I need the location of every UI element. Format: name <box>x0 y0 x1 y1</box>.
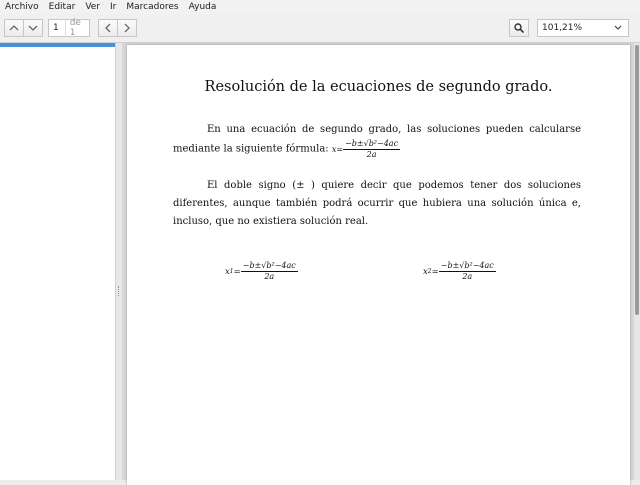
document-viewer[interactable] <box>122 43 640 480</box>
document-page <box>127 45 630 485</box>
paragraph-1 <box>173 121 581 160</box>
chevron-left-icon <box>104 23 112 33</box>
search-icon <box>514 23 524 33</box>
page-number-field[interactable] <box>48 19 90 37</box>
document-title: Resolución de la ecuaciones de segundo grado. <box>204 79 553 95</box>
paragraph-2-text: El doble signo (± ) quiere decir que podemos tener dos soluciones diferentes, aunque también podrá ocurrir que hubiera una solución única e, incluso, que no existiera solución real. <box>173 180 581 227</box>
paragraph-2 <box>173 177 581 231</box>
page-total: de 1 <box>65 18 89 38</box>
zoom-value: 101,21% <box>542 23 583 33</box>
splitter-grip[interactable] <box>118 286 121 296</box>
paragraph-1-text: En una ecuación de segundo grado, las soluciones pueden calcularse mediante la siguiente fórmula: <box>173 124 581 155</box>
chevron-right-icon <box>123 23 131 33</box>
menu-ayuda[interactable]: Ayuda <box>188 2 217 12</box>
menu-ver[interactable]: Ver <box>85 2 101 12</box>
menu-bar <box>0 0 640 14</box>
sidebar-selected-indicator <box>0 43 115 47</box>
menu-archivo[interactable]: Archivo <box>5 2 39 12</box>
menu-marcadores[interactable]: Marcadores <box>126 2 179 12</box>
page-current[interactable]: 1 <box>53 23 59 33</box>
chevron-up-icon <box>9 24 19 32</box>
chevron-down-icon <box>28 24 38 32</box>
menu-ir[interactable]: Ir <box>110 2 117 12</box>
formula-x1: x 1 = $\frac{\text{−b±√b²−4ac}}{2a}$ <box>225 261 296 281</box>
search-button[interactable] <box>509 19 529 37</box>
formula-x2: x 2 = $\frac{\text{−b±√b²−4ac}}{2a}$ <box>423 261 494 281</box>
history-back-button[interactable] <box>98 19 118 37</box>
inline-formula: x= $\frac{\text{−b±√b²−4ac}}{2a}$ <box>331 139 399 159</box>
next-page-button[interactable] <box>23 19 43 37</box>
scrollbar-thumb[interactable] <box>635 45 639 315</box>
menu-editar[interactable]: Editar <box>48 2 76 12</box>
sidebar-panel <box>0 43 116 480</box>
vertical-scrollbar[interactable] <box>634 43 640 480</box>
history-forward-button[interactable] <box>117 19 137 37</box>
zoom-select[interactable] <box>537 19 629 37</box>
chevron-down-icon <box>613 23 623 33</box>
previous-page-button[interactable] <box>4 19 24 37</box>
toolbar <box>0 14 640 43</box>
